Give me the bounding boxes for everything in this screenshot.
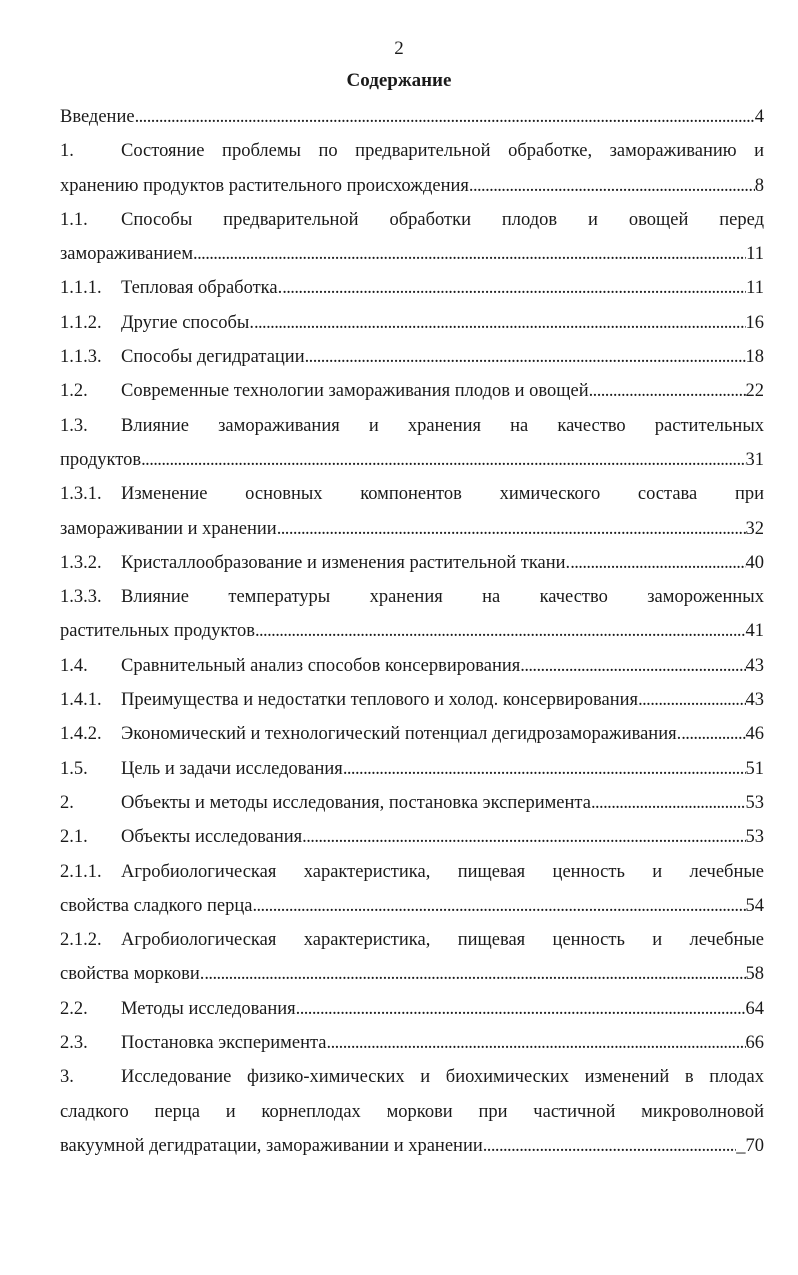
toc-entry-number: 1.1.2. — [60, 312, 102, 333]
toc-entry-title: Способы предварительной обработки плодов и овощей перед — [121, 209, 764, 230]
toc-entry-page: 22 — [745, 381, 764, 402]
toc-entry-title: Преимущества и недостатки теплового и холод. консервирования — [121, 690, 639, 711]
toc-entry — [60, 340, 764, 374]
toc-entry — [60, 203, 764, 272]
toc-entry-title: Изменение основных компонентов химического состава при — [121, 484, 764, 505]
toc-entry-page: 46 — [745, 724, 764, 745]
page-title: Содержание — [346, 70, 452, 91]
toc-line — [60, 134, 764, 168]
toc-entry-title: продуктов — [60, 449, 142, 470]
toc-entry-title: Сравнительный анализ способов консервирования — [121, 655, 521, 676]
dot-leader — [483, 1129, 737, 1163]
toc-entry-leader-row — [121, 649, 764, 683]
dot-leader — [296, 992, 746, 1026]
toc-entry-title: Введение — [60, 107, 135, 127]
toc-line — [60, 786, 764, 820]
toc-line — [60, 477, 764, 511]
dot-leader — [305, 340, 746, 374]
toc-entry-page: 31 — [745, 449, 764, 470]
toc-entry-page: 18 — [745, 347, 764, 368]
toc-entry-title: свойства моркови. — [60, 964, 205, 985]
toc-entry — [60, 786, 764, 820]
toc-entry — [60, 134, 764, 203]
toc-entry-title: Влияние замораживания и хранения на качество растительных — [121, 415, 764, 436]
dot-leader — [638, 683, 745, 717]
toc-entry-leader-row — [121, 820, 764, 854]
toc-entry-number: 1.3.3. — [60, 587, 102, 608]
toc-entry-page: 11 — [746, 244, 764, 265]
toc-entry-page: 4 — [754, 107, 764, 127]
toc-entry-number: 2. — [60, 792, 74, 813]
toc-entry-title: растительных продуктов — [60, 621, 255, 642]
toc-entry-page: 41 — [745, 621, 764, 642]
toc-line — [60, 820, 764, 854]
toc-entry-title: Объекты исследования — [121, 827, 303, 848]
toc-line — [60, 1060, 764, 1094]
toc-entry-number: 2.1.2. — [60, 930, 102, 951]
toc-entry-number: 1.4. — [60, 655, 88, 676]
toc-entry — [60, 820, 764, 854]
toc-entry — [60, 1026, 764, 1060]
toc-entry-leader-row — [60, 169, 764, 203]
dot-leader — [135, 100, 755, 134]
toc-entry-leader-row — [121, 271, 764, 305]
toc-entry-leader-row — [121, 340, 764, 374]
dot-leader — [469, 169, 755, 203]
toc-line — [60, 374, 764, 408]
toc-entry-number: 1.3. — [60, 415, 88, 436]
toc-line — [60, 169, 764, 203]
toc-entry-page: 58 — [745, 964, 764, 985]
toc-entry-title: Цель и задачи исследования — [121, 758, 343, 779]
dot-leader — [204, 957, 745, 991]
toc-entry-title: Способы дегидратации — [121, 347, 305, 368]
toc-line — [60, 306, 764, 340]
dot-leader — [343, 752, 746, 786]
toc-entry-leader-row — [121, 1026, 764, 1060]
toc-entry-title: хранению продуктов растительного происхождения — [60, 175, 469, 196]
toc-line — [60, 100, 764, 134]
toc-entry-title: свойства сладкого перца — [60, 895, 253, 916]
dot-leader — [520, 649, 745, 683]
toc-entry-leader-row — [121, 306, 764, 340]
toc-entry-number: 1.2. — [60, 381, 88, 402]
toc-entry — [60, 271, 764, 305]
toc-entry-page: 53 — [745, 827, 764, 848]
toc-entry-page: 11 — [746, 278, 764, 299]
dot-leader — [282, 271, 746, 305]
dot-leader — [255, 614, 746, 648]
toc-line — [60, 340, 764, 374]
toc-entry — [60, 374, 764, 408]
toc-line — [60, 580, 764, 614]
dot-leader — [277, 512, 746, 546]
toc-line — [60, 683, 764, 717]
toc-entry — [60, 752, 764, 786]
toc-entry — [60, 1060, 764, 1163]
toc-entry-leader-row — [60, 443, 764, 477]
toc-entry-title: Влияние температуры хранения на качество замороженных — [121, 587, 764, 608]
toc-entry-title: Постановка эксперимента — [121, 1033, 327, 1054]
toc-entry-number: 1.1.1. — [60, 278, 102, 299]
dot-leader — [302, 820, 745, 854]
toc-entry-page: 32 — [745, 518, 764, 539]
toc-entry-leader-row — [121, 992, 764, 1026]
toc-entry-number: 1.3.1. — [60, 484, 102, 505]
toc-line — [60, 1095, 764, 1129]
toc-entry-leader-row — [121, 683, 764, 717]
toc-entry-title: Экономический и технологический потенциал дегидрозамораживания. — [121, 724, 682, 745]
toc-line — [60, 957, 764, 991]
toc-entry-page: _70 — [736, 1135, 764, 1156]
toc-entry-leader-row — [121, 717, 764, 751]
dot-leader — [254, 306, 746, 340]
toc-entry — [60, 683, 764, 717]
toc-entry-leader-row — [121, 786, 764, 820]
toc-entry-number: 1.1.3. — [60, 347, 102, 368]
toc-entry-number: 1.4.2. — [60, 724, 102, 745]
toc-entry-title: Агробиологическая характеристика, пищевая ценность и лечебные — [121, 861, 764, 882]
toc-entry-page: 66 — [745, 1033, 764, 1054]
dot-leader — [252, 889, 745, 923]
dot-leader — [591, 786, 746, 820]
toc-entry — [60, 100, 764, 134]
toc-entry-title: Состояние проблемы по предварительной обработке, замораживанию и — [121, 141, 764, 162]
toc-line — [60, 649, 764, 683]
toc-line — [60, 923, 764, 957]
dot-leader — [327, 1026, 746, 1060]
toc-entry-leader-row — [60, 1129, 764, 1163]
toc-entry-leader-row — [121, 546, 764, 580]
toc-entry — [60, 477, 764, 546]
toc-entry-number: 2.3. — [60, 1033, 88, 1054]
toc-entry-number: 2.2. — [60, 998, 88, 1019]
toc-entry-number: 2.1.1. — [60, 861, 102, 882]
toc-line — [60, 443, 764, 477]
toc-entry-leader-row — [60, 237, 764, 271]
toc-entry — [60, 855, 764, 924]
toc-entry — [60, 409, 764, 478]
toc-entry-title: сладкого перца и корнеплодах моркови при частичной микроволновой — [60, 1101, 764, 1122]
toc-entry — [60, 306, 764, 340]
toc-line — [60, 203, 764, 237]
toc-line — [60, 512, 764, 546]
toc-entry-leader-row — [60, 889, 764, 923]
toc-entry — [60, 580, 764, 649]
dot-leader — [193, 237, 746, 271]
toc-entry-number: 3. — [60, 1067, 74, 1088]
toc-entry-leader-row — [60, 100, 764, 134]
toc-entry-number: 1. — [60, 141, 74, 162]
toc-entry-number: 1.4.1. — [60, 690, 102, 711]
toc-entry-page: 54 — [745, 895, 764, 916]
toc-entry-title: Другие способы. — [121, 312, 254, 333]
toc-entry-page: 43 — [745, 690, 764, 711]
toc-entry — [60, 649, 764, 683]
toc-entry-title: Объекты и методы исследования, постановка эксперимента — [121, 792, 591, 813]
toc-entry-page: 16 — [745, 312, 764, 333]
table-of-contents — [60, 100, 764, 1163]
toc-entry — [60, 546, 764, 580]
toc-entry-title: замораживании и хранении — [60, 518, 277, 539]
toc-entry-number: 2.1. — [60, 827, 88, 848]
toc-line — [60, 992, 764, 1026]
toc-entry-number: 1.3.2. — [60, 552, 102, 573]
toc-line — [60, 1129, 764, 1163]
dot-leader — [681, 717, 745, 751]
toc-entry-number: 1.1. — [60, 209, 88, 230]
toc-entry-title: Агробиологическая характеристика, пищевая ценность и лечебные — [121, 930, 764, 951]
toc-entry — [60, 992, 764, 1026]
toc-entry-leader-row — [60, 512, 764, 546]
dot-leader — [570, 546, 745, 580]
toc-entry-page: 64 — [745, 998, 764, 1019]
toc-entry-leader-row — [60, 614, 764, 648]
toc-entry-number: 1.5. — [60, 758, 88, 779]
dot-leader — [589, 374, 746, 408]
toc-entry-page: 43 — [745, 655, 764, 676]
toc-entry-title: замораживанием — [60, 244, 194, 265]
toc-entry-page: 8 — [754, 175, 764, 196]
toc-line — [60, 237, 764, 271]
toc-line — [60, 752, 764, 786]
toc-entry-page: 51 — [745, 758, 764, 779]
toc-line — [60, 889, 764, 923]
toc-entry-leader-row — [60, 957, 764, 991]
toc-line — [60, 546, 764, 580]
toc-entry-title: Современные технологии замораживания плодов и овощей — [121, 381, 589, 402]
toc-line — [60, 717, 764, 751]
toc-entry-page: 53 — [745, 792, 764, 813]
toc-entry-title: Тепловая обработка. — [121, 278, 283, 299]
toc-entry-leader-row — [121, 374, 764, 408]
toc-entry-page: 40 — [745, 552, 764, 573]
toc-line — [60, 409, 764, 443]
toc-entry-title: Кристаллообразование и изменения растительной ткани. — [121, 552, 571, 573]
dot-leader — [141, 443, 745, 477]
toc-line — [60, 271, 764, 305]
toc-entry-title: Исследование физико-химических и биохимических изменений в плодах — [121, 1067, 764, 1088]
toc-entry-title: вакуумной дегидратации, замораживании и хранении — [60, 1135, 483, 1156]
toc-line — [60, 855, 764, 889]
toc-entry — [60, 717, 764, 751]
toc-line — [60, 614, 764, 648]
toc-entry-title: Методы исследования — [121, 998, 296, 1019]
toc-entry-leader-row — [121, 752, 764, 786]
page-number: 2 — [394, 38, 404, 59]
toc-entry — [60, 923, 764, 992]
toc-line — [60, 1026, 764, 1060]
